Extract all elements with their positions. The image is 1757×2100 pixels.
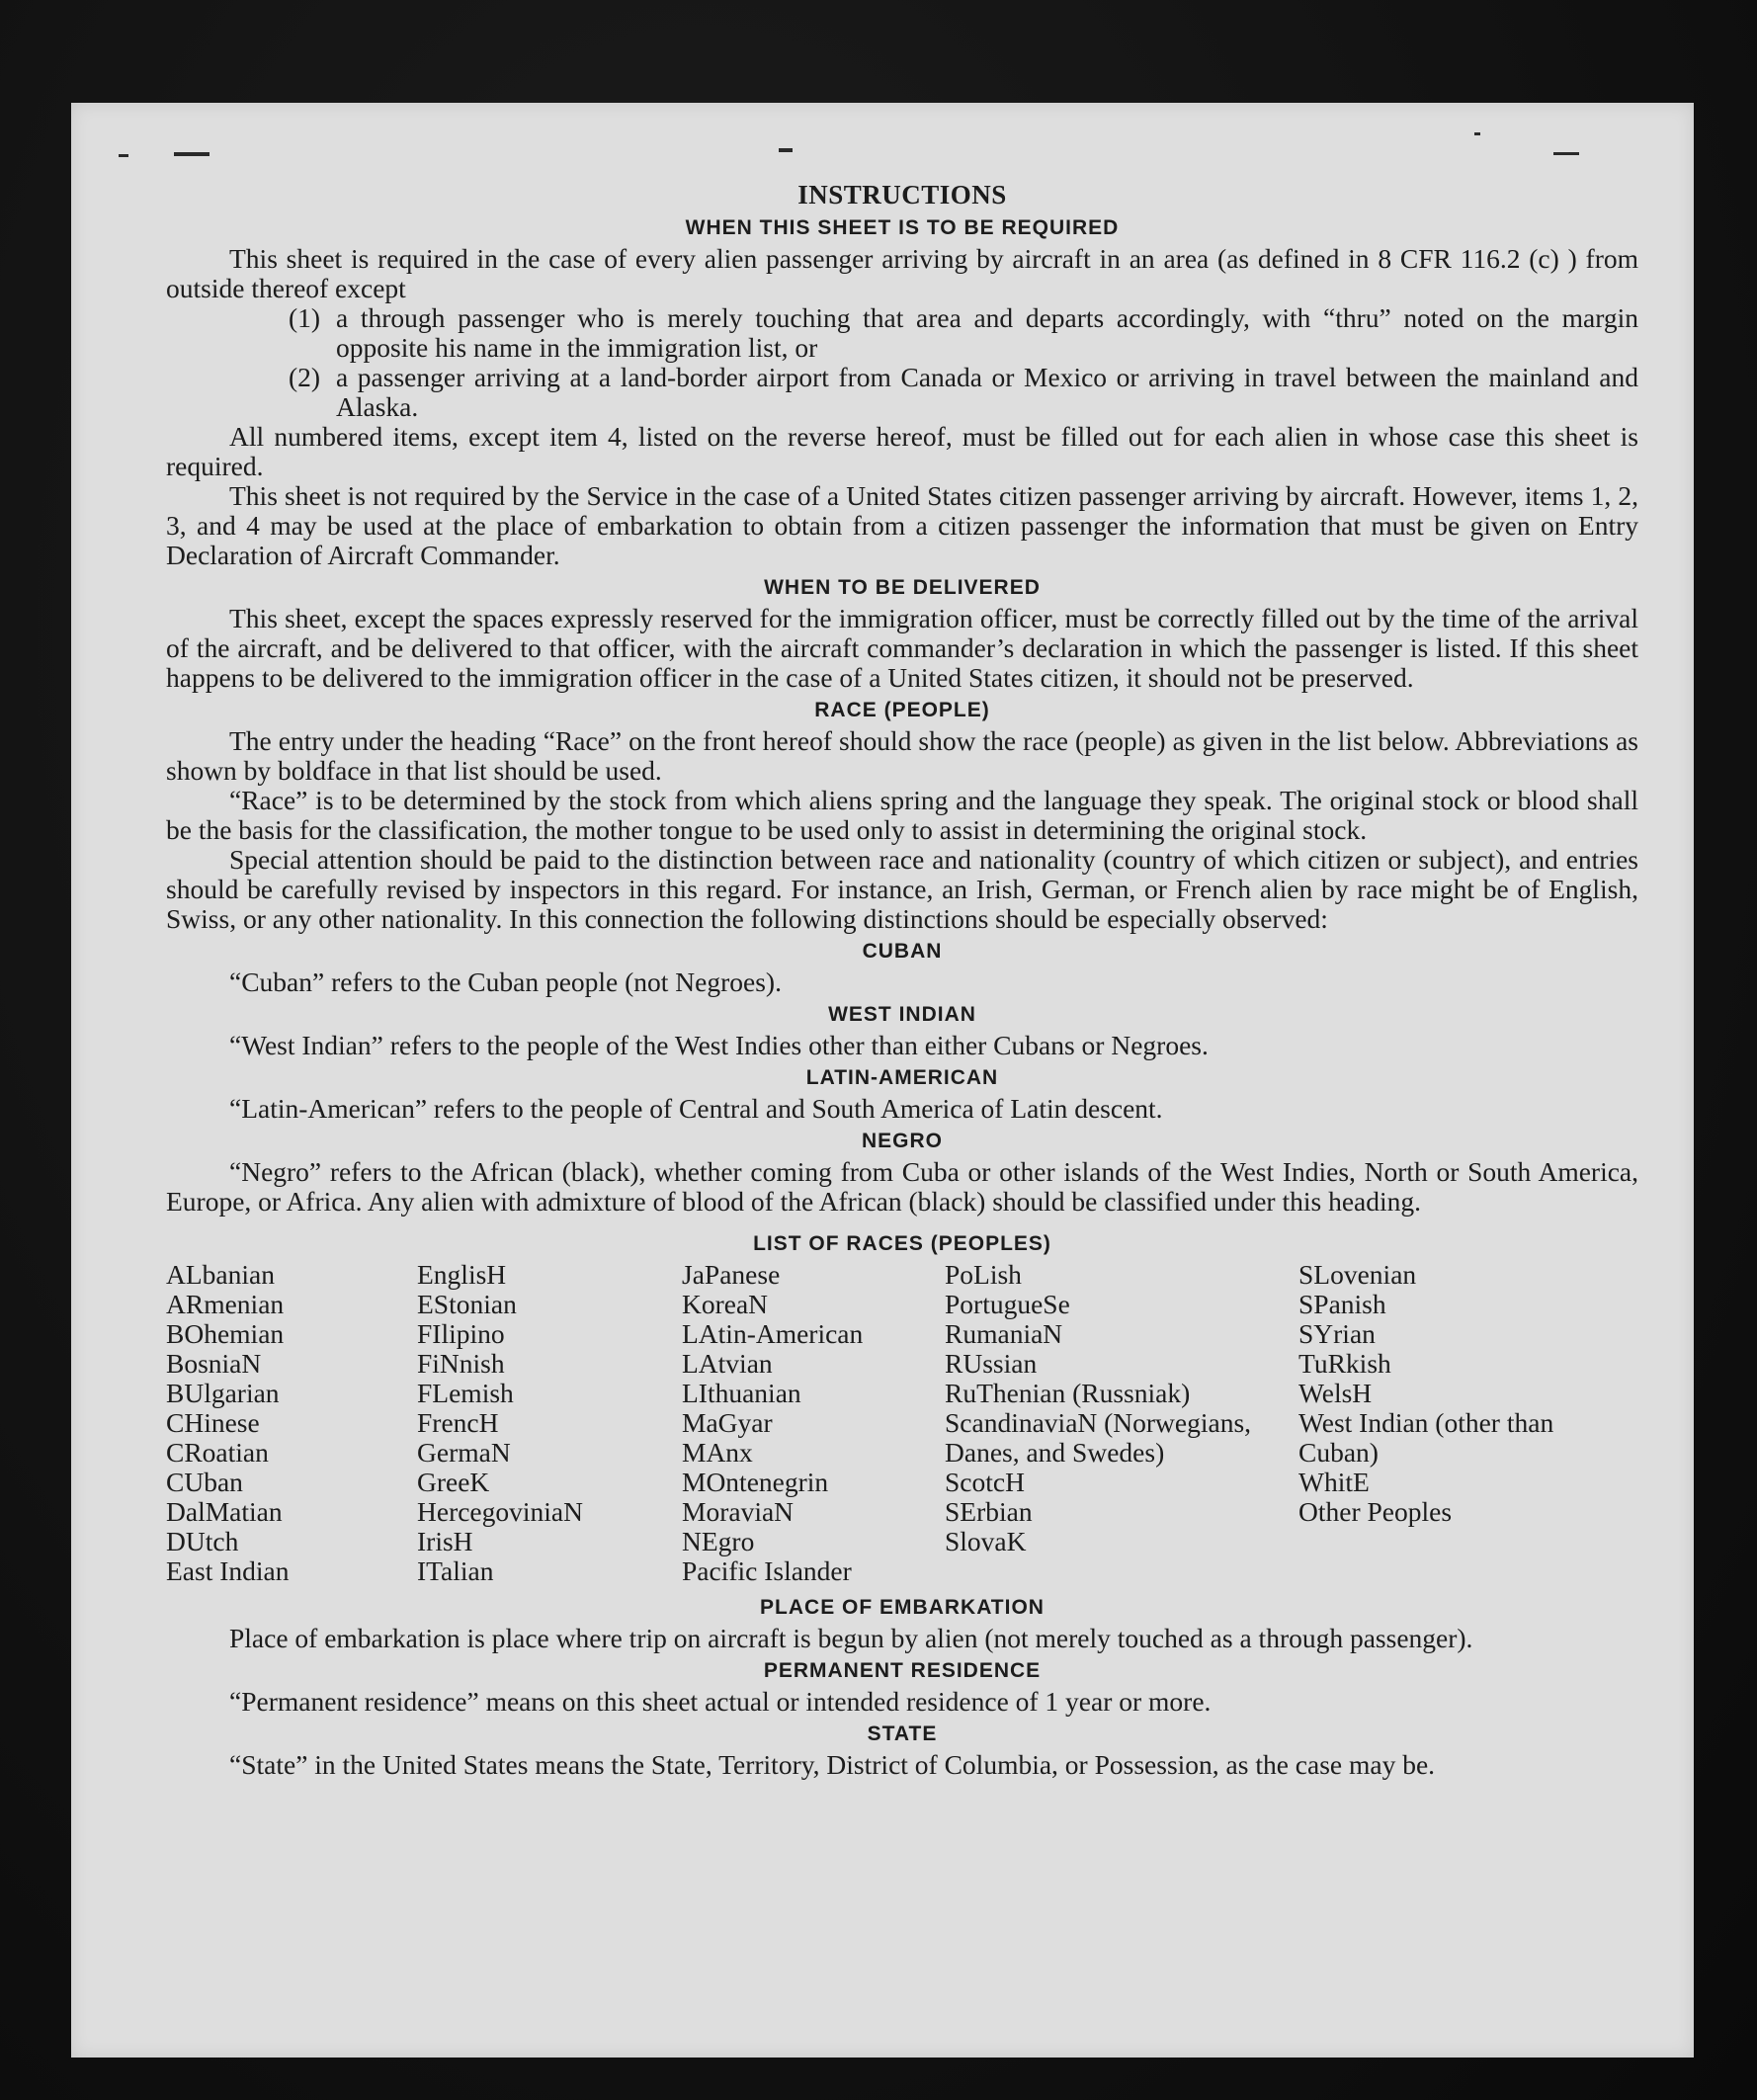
race-column: [1298, 1260, 1587, 1586]
race-entry: GermaN: [417, 1437, 511, 1468]
race-column: [166, 1260, 417, 1586]
residence-definition: “Permanent residence” means on this sheet actual or intended residence of 1 year or more.: [229, 1686, 1212, 1717]
race-entry: SlovaK: [945, 1526, 1027, 1556]
race-entry: KoreaN: [682, 1289, 769, 1319]
exception-number: (2): [289, 362, 321, 392]
race-column: [945, 1260, 1298, 1586]
heading-list-of-races: LIST OF RACES (PEOPLES): [753, 1232, 1051, 1255]
race-entry: GreeK: [417, 1467, 490, 1497]
negro-definition: “Negro” refers to the African (black), whether coming from Cuba or other islands of the West Indies, North or South America, Europe, or Africa. Any alien with admixture of blood of the African (black) should be classified under this heading.: [166, 1156, 1638, 1217]
west-indian-definition: “West Indian” refers to the people of the West Indies other than either Cubans or Negroes.: [229, 1030, 1209, 1060]
heading-cuban: CUBAN: [862, 940, 943, 963]
instructions-body: [166, 180, 1638, 1780]
race-entry: BUlgarian: [166, 1378, 280, 1408]
race-entry: WelsH: [1298, 1378, 1373, 1408]
required-para-items: All numbered items, except item 4, listed on the reverse hereof, must be filled out for each alien in whose case this sheet is required.: [166, 421, 1638, 481]
heading-west-indian: WEST INDIAN: [828, 1003, 976, 1026]
page-title: INSTRUCTIONS: [797, 180, 1007, 210]
race-column: [417, 1260, 682, 1586]
race-entry: ScotcH: [945, 1467, 1025, 1497]
heading-state: STATE: [867, 1722, 938, 1745]
race-entry: CUban: [166, 1467, 243, 1497]
race-entry: EnglisH: [417, 1259, 507, 1290]
race-entry: FrencH: [417, 1407, 499, 1438]
race-entry: MaGyar: [682, 1407, 773, 1438]
race-column: [682, 1260, 945, 1586]
race-entry: LIthuanian: [682, 1378, 801, 1408]
race-list: [166, 1260, 1638, 1586]
race-entry: ITalian: [417, 1555, 494, 1586]
required-para-citizen: This sheet is not required by the Service in the case of a United States citizen passenger arriving by aircraft. However, items 1, 2, 3, and 4 may be used at the place of embarkation to obtain from a citizen passenger the information that must be given on Entry Declaration of Aircraft Commander.: [166, 480, 1638, 570]
required-intro: This sheet is required in the case of every alien passenger arriving by aircraft in an area (as defined in 8 CFR 116.2 (c) ) from outside thereof except: [166, 243, 1638, 303]
heading-negro: NEGRO: [861, 1130, 943, 1152]
race-entry: PortugueSe: [945, 1289, 1070, 1319]
scan-speck: [779, 148, 793, 152]
heading-place-of-embarkation: PLACE OF EMBARKATION: [760, 1596, 1045, 1619]
exception-text: a through passenger who is merely touching that area and departs accordingly, with “thru” noted on the margin opposite his name in the immigration list, or: [336, 302, 1638, 363]
race-entry: ARmenian: [166, 1289, 285, 1319]
race-entry: SLovenian: [1298, 1259, 1417, 1290]
race-entry: MAnx: [682, 1437, 753, 1468]
race-entry: LAtvian: [682, 1348, 773, 1379]
race-entry: FIlipino: [417, 1318, 505, 1349]
heading-permanent-residence: PERMANENT RESIDENCE: [763, 1659, 1042, 1682]
embarkation-definition: Place of embarkation is place where trip on aircraft is begun by alien (not merely touched as a through passenger).: [229, 1623, 1473, 1653]
heading-when-delivered: WHEN TO BE DELIVERED: [764, 576, 1041, 599]
race-entry: Other Peoples: [1298, 1496, 1453, 1527]
heading-race: RACE (PEOPLE): [814, 699, 990, 721]
race-entry: MOntenegrin: [682, 1467, 829, 1497]
race-entry: MoraviaN: [682, 1496, 795, 1527]
exception-item-1: [166, 303, 1638, 363]
heading-when-required: WHEN THIS SHEET IS TO BE REQUIRED: [685, 216, 1120, 239]
race-entry: RUssian: [945, 1348, 1038, 1379]
race-entry: SPanish: [1298, 1289, 1386, 1319]
race-entry: JaPanese: [682, 1259, 781, 1290]
latin-american-definition: “Latin-American” refers to the people of Central and South America of Latin descent.: [229, 1093, 1163, 1124]
scan-speck: [1553, 152, 1579, 155]
race-entry: East Indian: [166, 1555, 290, 1586]
exception-text: a passenger arriving at a land-border airport from Canada or Mexico or arriving in travel between the mainland and Alaska.: [336, 362, 1638, 422]
scan-speck: [174, 152, 209, 156]
race-entry: LAtin-American: [682, 1318, 864, 1349]
state-definition: “State” in the United States means the State, Territory, District of Columbia, or Possession, as the case may be.: [229, 1749, 1436, 1780]
race-entry: RuThenian (Russniak): [945, 1378, 1191, 1408]
race-entry: EStonian: [417, 1289, 517, 1319]
race-entry: HercegoviniaN: [417, 1496, 583, 1527]
race-entry: ALbanian: [166, 1259, 275, 1290]
scan-speck: [119, 154, 128, 157]
race-entry: TuRkish: [1298, 1348, 1391, 1379]
race-entry: SYrian: [1298, 1318, 1376, 1349]
cuban-definition: “Cuban” refers to the Cuban people (not Negroes).: [229, 966, 782, 997]
race-entry: Pacific Islander: [682, 1555, 852, 1586]
race-entry: BOhemian: [166, 1318, 285, 1349]
delivered-para: This sheet, except the spaces expressly reserved for the immigration officer, must be correctly filled out by the time of the arrival of the aircraft, and be delivered to that officer, with the aircraft commander’s declaration in which the passenger is listed. If this sheet happens to be delivered to the immigration officer in the case of a United States citizen, it should not be preserved.: [166, 603, 1638, 693]
race-entry: ScandinaviaN (Norwegians, Danes, and Swedes): [945, 1407, 1252, 1468]
exception-item-2: [166, 363, 1638, 422]
race-entry: DalMatian: [166, 1496, 283, 1527]
race-para-2: “Race” is to be determined by the stock from which aliens spring and the language they speak. The original stock or blood shall be the basis for the classification, the mother tongue to be used only to assist in determining the original stock.: [166, 785, 1638, 845]
race-entry: RumaniaN: [945, 1318, 1063, 1349]
race-entry: CRoatian: [166, 1437, 269, 1468]
race-entry: PoLish: [945, 1259, 1022, 1290]
race-entry: DUtch: [166, 1526, 239, 1556]
race-entry: BosniaN: [166, 1348, 262, 1379]
heading-latin-american: LATIN-AMERICAN: [805, 1066, 999, 1089]
scan-speck: [1474, 132, 1480, 135]
race-entry: NEgro: [682, 1526, 755, 1556]
document-page: [71, 103, 1694, 2058]
exception-number: (1): [289, 302, 321, 333]
race-entry: CHinese: [166, 1407, 260, 1438]
race-entry: FLemish: [417, 1378, 514, 1408]
race-entry: FiNnish: [417, 1348, 505, 1379]
race-entry: SErbian: [945, 1496, 1033, 1527]
race-entry: WhitE: [1298, 1467, 1370, 1497]
race-entry: West Indian (other than Cuban): [1298, 1407, 1554, 1468]
race-para-3: Special attention should be paid to the distinction between race and nationality (country of which citizen or subject), and entries should be carefully revised by inspectors in this regard. For instance, an Irish, German, or French alien by race might be of English, Swiss, or any other nationality. In this connection the following distinctions should be especially observed:: [166, 844, 1638, 934]
race-para-1: The entry under the heading “Race” on the front hereof should show the race (people) as given in the list below. Abbreviations as shown by boldface in that list should be used.: [166, 725, 1638, 786]
race-entry: IrisH: [417, 1526, 473, 1556]
